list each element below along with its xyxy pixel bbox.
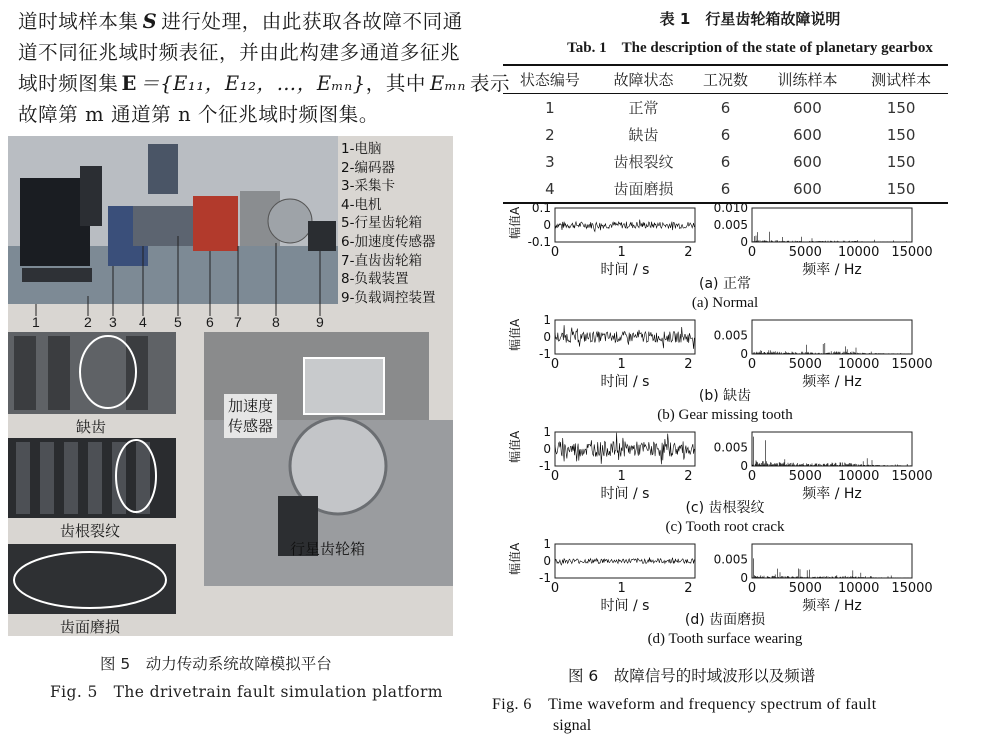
symbol-s: S bbox=[142, 10, 158, 33]
spectrum-ytick-label: 0.005 bbox=[713, 328, 748, 343]
para-line-3 bbox=[18, 68, 511, 99]
cell: 600 bbox=[793, 152, 822, 171]
panel-caption-en: (a) Normal bbox=[691, 295, 759, 311]
legend-item: 5-行星齿轮箱 bbox=[341, 215, 422, 232]
spectrum-xtick-label: 5000 bbox=[788, 469, 822, 484]
time-ytick-label: 0 bbox=[543, 554, 551, 568]
spectrum-xtick-label: 0 bbox=[747, 581, 757, 596]
time-ytick-label: 0 bbox=[543, 442, 551, 456]
spectrum-ytick-label: 0 bbox=[740, 459, 748, 473]
label-accel-line1: 加速度 bbox=[228, 397, 274, 415]
time-plot-frame bbox=[555, 208, 695, 242]
table1-header-row bbox=[503, 65, 948, 94]
time-xtick-label: 0 bbox=[550, 469, 560, 484]
spectrum-xtick-label: 0 bbox=[747, 469, 757, 484]
time-xtick-label: 2 bbox=[684, 245, 693, 260]
time-ytick-label: -0.1 bbox=[527, 235, 551, 249]
cell: 1 bbox=[545, 98, 555, 117]
spectrum-plot-frame bbox=[752, 432, 912, 466]
num-9: 9 bbox=[316, 314, 324, 330]
legend-item: 1-电脑 bbox=[341, 141, 382, 157]
time-waveform bbox=[555, 433, 694, 464]
spectrum-line bbox=[752, 343, 911, 354]
cell: 600 bbox=[793, 179, 822, 198]
fig6-caption-en-line2: signal bbox=[553, 717, 592, 734]
time-xtick-label: 1 bbox=[617, 357, 626, 372]
time-xtick-label: 0 bbox=[550, 245, 560, 260]
spectrum-plot-frame bbox=[752, 544, 912, 578]
para-text: 进行处理，由此获取各故障不同通 bbox=[161, 10, 463, 33]
label-missing-tooth: 缺齿 bbox=[76, 418, 107, 436]
table-row bbox=[503, 121, 948, 148]
time-ytick-label: 1 bbox=[543, 425, 551, 439]
time-xlabel: 时间 / s bbox=[600, 486, 650, 502]
time-plot-frame bbox=[555, 320, 695, 354]
fig5-caption-en: Fig. 5 The drivetrain fault simulation platform bbox=[50, 683, 443, 701]
cell: 4 bbox=[545, 179, 555, 198]
panel-caption-en: (d) Tooth surface wearing bbox=[647, 631, 803, 647]
th-train-samples: 训练样本 bbox=[777, 71, 838, 89]
table1-title-zh: 表 1 行星齿轮箱故障说明 bbox=[659, 10, 841, 28]
spectrum-xtick-label: 15000 bbox=[891, 469, 933, 484]
spectrum-xtick-label: 15000 bbox=[891, 357, 933, 372]
cell: 600 bbox=[793, 125, 822, 144]
spectrum-xlabel: 频率 / Hz bbox=[802, 374, 862, 390]
para-line-4: 故障第 m 通道第 n 个征兆域时频图集。 bbox=[18, 103, 379, 126]
spectrum-ytick-label: 0.010 bbox=[713, 201, 748, 215]
time-xtick-label: 1 bbox=[617, 245, 626, 260]
spectrum-xtick-label: 10000 bbox=[837, 245, 880, 260]
label-root-crack: 齿根裂纹 bbox=[60, 522, 121, 540]
photo-numbers bbox=[28, 314, 348, 332]
time-ytick-label: 1 bbox=[543, 537, 551, 551]
time-xlabel: 时间 / s bbox=[600, 374, 650, 390]
spectrum-xlabel: 频率 / Hz bbox=[802, 262, 862, 278]
num-1: 1 bbox=[32, 314, 40, 330]
motor-icon bbox=[133, 206, 193, 246]
time-ytick-label: 0 bbox=[543, 218, 551, 232]
panel-caption-zh: (d) 齿面磨损 bbox=[684, 612, 766, 628]
symbol-emn: Eₘₙ bbox=[430, 72, 466, 95]
num-2: 2 bbox=[84, 314, 92, 330]
spectrum-xtick-label: 15000 bbox=[891, 245, 933, 260]
label-surface-wear: 齿面磨损 bbox=[60, 618, 121, 636]
spectrum-plot-frame bbox=[752, 208, 912, 242]
cell: 150 bbox=[886, 152, 916, 171]
load-device-icon bbox=[268, 199, 312, 243]
time-ylabel: 幅值A bbox=[508, 430, 522, 463]
para-text: ，其中 bbox=[365, 72, 427, 95]
cell: 150 bbox=[886, 125, 916, 144]
time-waveform bbox=[555, 325, 694, 349]
time-ytick-label: -1 bbox=[539, 571, 551, 585]
para-text: 表示 bbox=[469, 72, 511, 95]
time-waveform bbox=[555, 220, 694, 232]
fig6-caption-en-line1: Fig. 6 Time waveform and frequency spectrum of fault bbox=[492, 696, 877, 713]
para-line-1 bbox=[18, 6, 488, 37]
time-ylabel: 幅值A bbox=[508, 318, 522, 351]
num-7: 7 bbox=[234, 314, 242, 330]
table-row bbox=[503, 148, 948, 175]
num-8: 8 bbox=[272, 314, 280, 330]
label-accel-line2: 传感器 bbox=[228, 417, 274, 435]
time-xtick-label: 0 bbox=[550, 581, 560, 596]
table-row bbox=[503, 94, 948, 122]
pc-tower-icon bbox=[80, 166, 102, 226]
para-text: 域时频图集 bbox=[18, 72, 119, 95]
time-ylabel: 幅值A bbox=[508, 542, 522, 575]
legend-item: 9-负载调控装置 bbox=[341, 289, 436, 306]
cell: 6 bbox=[720, 98, 731, 117]
spectrum-xtick-label: 10000 bbox=[837, 357, 880, 372]
spectrum-xtick-label: 10000 bbox=[837, 581, 880, 596]
time-xtick-label: 2 bbox=[684, 581, 693, 596]
spectrum-ytick-label: 0 bbox=[740, 571, 748, 585]
spectrum-plot-frame bbox=[752, 320, 912, 354]
num-3: 3 bbox=[109, 314, 117, 330]
cell: 缺齿 bbox=[628, 126, 659, 144]
cell: 600 bbox=[793, 98, 822, 117]
time-xlabel: 时间 / s bbox=[600, 598, 650, 614]
spectrum-ytick-label: 0 bbox=[740, 235, 748, 249]
spectrum-xtick-label: 5000 bbox=[788, 245, 822, 260]
symbol-set: ＝{E₁₁，E₁₂，…，Eₘₙ} bbox=[139, 72, 366, 95]
spectrum-line bbox=[752, 437, 911, 466]
monitor-icon bbox=[20, 178, 90, 266]
table-row bbox=[503, 175, 948, 203]
num-6: 6 bbox=[206, 314, 214, 330]
th-fault-state: 故障状态 bbox=[613, 71, 674, 89]
spectrum-xtick-label: 0 bbox=[747, 245, 757, 260]
surface-wear-photo bbox=[8, 544, 176, 614]
cell: 6 bbox=[720, 179, 731, 198]
panel-caption-zh: (c) 齿根裂纹 bbox=[685, 500, 765, 516]
para-line-2: 道不同征兆域时频表征，并由此构建多通道多征兆 bbox=[18, 41, 461, 64]
spectrum-xlabel: 频率 / Hz bbox=[802, 598, 862, 614]
legend-item: 4-电机 bbox=[341, 196, 382, 213]
num-4: 4 bbox=[139, 314, 147, 330]
time-xtick-label: 0 bbox=[550, 357, 560, 372]
time-xtick-label: 1 bbox=[617, 469, 626, 484]
cell: 150 bbox=[886, 98, 916, 117]
spectrum-xtick-label: 15000 bbox=[891, 581, 933, 596]
time-xlabel: 时间 / s bbox=[600, 262, 650, 278]
legend-item: 8-负载装置 bbox=[341, 271, 409, 288]
panel-caption-en: (c) Tooth root crack bbox=[665, 519, 785, 535]
symbol-e: E bbox=[121, 72, 137, 95]
time-ytick-label: 0.1 bbox=[531, 201, 551, 215]
time-ylabel: 幅值A bbox=[508, 206, 522, 239]
table1 bbox=[503, 64, 948, 204]
photo-legend bbox=[341, 140, 435, 307]
spectrum-ytick-label: 0.005 bbox=[713, 440, 748, 455]
cell: 正常 bbox=[628, 99, 659, 117]
spectrum-xtick-label: 10000 bbox=[837, 469, 880, 484]
time-xtick-label: 2 bbox=[684, 357, 693, 372]
panel-caption-zh: (a) 正常 bbox=[699, 276, 751, 292]
time-xtick-label: 1 bbox=[617, 581, 626, 596]
spectrum-xlabel: 频率 / Hz bbox=[802, 486, 862, 502]
cell: 6 bbox=[720, 125, 731, 144]
spectrum-ytick-label: 0.005 bbox=[713, 218, 748, 232]
cell: 2 bbox=[545, 125, 555, 144]
cell: 齿面磨损 bbox=[613, 180, 674, 198]
label-accel-sensor bbox=[224, 394, 277, 438]
time-ytick-label: -1 bbox=[539, 347, 551, 361]
controller-box-icon bbox=[148, 144, 178, 194]
time-xtick-label: 2 bbox=[684, 469, 693, 484]
sensor-callout-box bbox=[304, 358, 384, 414]
legend-item: 3-采集卡 bbox=[341, 178, 395, 195]
spectrum-line bbox=[752, 232, 911, 242]
fig6-plots bbox=[500, 200, 950, 650]
cell: 150 bbox=[886, 179, 916, 198]
num-5: 5 bbox=[174, 314, 182, 330]
time-waveform bbox=[555, 557, 694, 565]
th-state-id: 状态编号 bbox=[519, 71, 580, 89]
time-ytick-label: -1 bbox=[539, 459, 551, 473]
cell: 3 bbox=[545, 152, 555, 171]
cell: 齿根裂纹 bbox=[613, 153, 674, 171]
spectrum-xtick-label: 5000 bbox=[788, 357, 822, 372]
time-ytick-label: 0 bbox=[543, 330, 551, 344]
spectrum-ytick-label: 0 bbox=[740, 347, 748, 361]
table1-title-en: Tab. 1 The description of the state of planetary gearbox bbox=[567, 40, 933, 56]
body-paragraph bbox=[18, 6, 511, 130]
panel-caption-en: (b) Gear missing tooth bbox=[657, 407, 793, 423]
spectrum-ytick-label: 0.005 bbox=[713, 552, 748, 567]
keyboard-icon bbox=[22, 268, 92, 282]
legend-item: 6-加速度传感器 bbox=[341, 233, 436, 250]
legend-item: 7-直齿齿轮箱 bbox=[341, 252, 422, 269]
cell: 6 bbox=[720, 152, 731, 171]
th-conditions: 工况数 bbox=[702, 71, 748, 89]
spectrum-xtick-label: 5000 bbox=[788, 581, 822, 596]
time-ytick-label: 1 bbox=[543, 313, 551, 327]
load-controller-icon bbox=[308, 221, 336, 251]
fig6-caption-zh: 图 6 故障信号的时域波形以及频谱 bbox=[568, 667, 816, 685]
spectrum-line bbox=[752, 558, 911, 578]
legend-item: 2-编码器 bbox=[341, 159, 395, 176]
label-planetary-gearbox: 行星齿轮箱 bbox=[290, 540, 366, 558]
para-text: 道时域样本集 bbox=[18, 10, 139, 33]
th-test-samples: 测试样本 bbox=[871, 71, 932, 89]
spectrum-xtick-label: 0 bbox=[747, 357, 757, 372]
panel-caption-zh: (b) 缺齿 bbox=[698, 388, 752, 404]
gearbox-icon bbox=[193, 196, 238, 251]
fig5-caption-zh: 图 5 动力传动系统故障模拟平台 bbox=[100, 655, 332, 673]
